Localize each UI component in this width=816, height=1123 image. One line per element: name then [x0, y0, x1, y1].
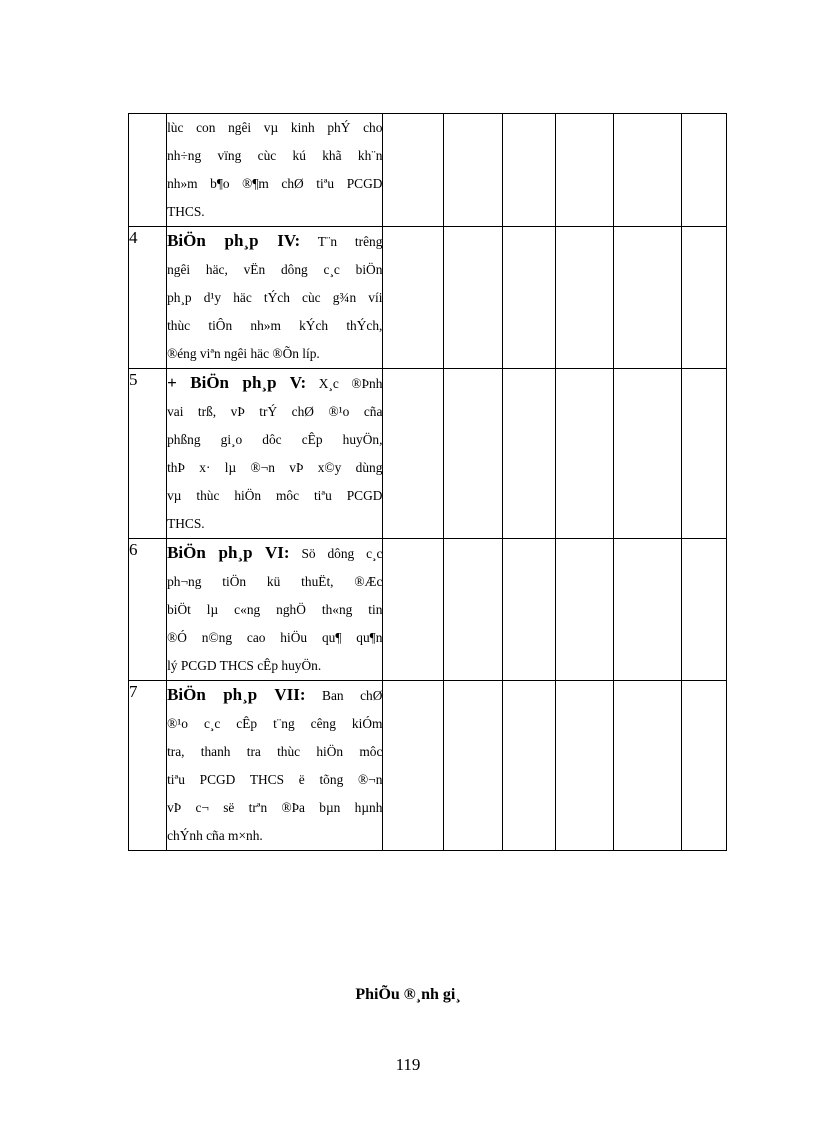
description-line	[167, 738, 382, 766]
rating-cell	[555, 369, 613, 539]
line-text: X¸c ®Þnh	[306, 376, 383, 391]
row-number: 4	[129, 227, 167, 369]
solution-heading: BiÖn ph¸p IV:	[167, 231, 301, 250]
description-line	[167, 369, 382, 398]
rating-cell	[383, 369, 443, 539]
line-text: vµ thùc hiÖn môc tiªu PCGD	[167, 488, 383, 503]
line-text: tra, thanh tra thùc hiÖn môc	[167, 744, 383, 759]
solution-description	[167, 681, 383, 851]
description-line	[167, 426, 382, 454]
page-number: 119	[395, 1055, 421, 1074]
rating-cell	[383, 681, 443, 851]
table-row	[129, 681, 727, 851]
description-line	[167, 482, 382, 510]
line-text: nh÷ng vïng cùc kú khã kh¨n	[167, 148, 383, 163]
line-text: ph¸p d¹y häc tÝch cùc g¾n víi	[167, 290, 383, 305]
evaluation-form-title: PhiÕu ®¸nh gi¸	[355, 986, 461, 1003]
description-line	[167, 596, 382, 624]
rating-cell	[443, 681, 502, 851]
table-row	[129, 539, 727, 681]
rating-cell	[443, 227, 502, 369]
line-text: nh»m b¶o ®¶m chØ tiªu PCGD	[167, 176, 383, 191]
table-row	[129, 114, 727, 227]
description-line	[167, 256, 382, 284]
line-text: lùc con ngêi vµ kinh phÝ cho	[167, 120, 383, 135]
rating-cell	[383, 539, 443, 681]
rating-cell	[502, 227, 555, 369]
description-line	[167, 794, 382, 822]
rating-cell	[681, 227, 726, 369]
rating-cell	[555, 539, 613, 681]
solutions-table	[128, 113, 727, 851]
description-line	[167, 624, 382, 652]
description-line	[167, 170, 382, 198]
row-number: 5	[129, 369, 167, 539]
line-text: T¨n trêng	[300, 234, 383, 249]
line-text: chÝnh cña m×nh.	[167, 828, 263, 843]
rating-cell	[502, 681, 555, 851]
rating-cell	[443, 114, 502, 227]
solution-heading: + BiÖn ph¸p V:	[167, 373, 307, 392]
line-text: ph¬ng tiÖn kü thuËt, ®Æc	[167, 574, 383, 589]
line-text: biÖt lµ c«ng nghÖ th«ng tin	[167, 602, 383, 617]
solution-description	[167, 114, 383, 227]
description-line	[167, 681, 382, 710]
rating-cell	[681, 369, 726, 539]
rating-cell	[613, 539, 681, 681]
rating-cell	[502, 369, 555, 539]
line-text: Ban chØ	[305, 688, 383, 703]
rating-cell	[681, 681, 726, 851]
rating-cell	[613, 114, 681, 227]
solution-heading: BiÖn ph¸p VII:	[167, 685, 306, 704]
line-text: lý PCGD THCS cÊp huyÖn.	[167, 658, 322, 673]
rating-cell	[555, 114, 613, 227]
rating-cell	[502, 114, 555, 227]
rating-cell	[555, 227, 613, 369]
description-line	[167, 568, 382, 596]
rating-cell	[613, 369, 681, 539]
solution-heading: BiÖn ph¸p VI:	[167, 543, 290, 562]
description-line	[167, 227, 382, 256]
description-line	[167, 710, 382, 738]
rating-cell	[502, 539, 555, 681]
line-text: ®¹o c¸c cÊp t¨ng cêng kiÓm	[167, 716, 383, 731]
description-line	[167, 510, 382, 538]
line-text: thùc tiÔn nh»m kÝch thÝch,	[167, 318, 383, 333]
description-line	[167, 822, 382, 850]
rating-cell	[613, 681, 681, 851]
rating-cell	[383, 114, 443, 227]
description-line	[167, 198, 382, 226]
description-line	[167, 539, 382, 568]
rating-cell	[383, 227, 443, 369]
rating-cell	[681, 539, 726, 681]
table-body	[129, 114, 727, 851]
solution-description	[167, 369, 383, 539]
description-line	[167, 284, 382, 312]
line-text: THCS.	[167, 204, 205, 219]
line-text: ®éng viªn ngêi häc ®Õn líp.	[167, 346, 320, 361]
row-number: 6	[129, 539, 167, 681]
line-text: vÞ c¬ së trªn ®Þa bµn hµnh	[167, 800, 383, 815]
rating-cell	[555, 681, 613, 851]
solution-description	[167, 539, 383, 681]
row-number	[129, 114, 167, 227]
description-line	[167, 340, 382, 368]
description-line	[167, 312, 382, 340]
description-line	[167, 766, 382, 794]
line-text: THCS.	[167, 516, 205, 531]
rating-cell	[443, 369, 502, 539]
line-text: ®Ó n©ng cao hiÖu qu¶ qu¶n	[167, 630, 383, 645]
description-line	[167, 142, 382, 170]
description-line	[167, 398, 382, 426]
line-text: Sö dông c¸c	[289, 546, 383, 561]
description-line	[167, 454, 382, 482]
rating-cell	[681, 114, 726, 227]
solution-description	[167, 227, 383, 369]
rating-cell	[613, 227, 681, 369]
description-line	[167, 114, 382, 142]
line-text: vai trß, vÞ trÝ chØ ®¹o cña	[167, 404, 383, 419]
line-text: thÞ x· lµ ®¬n vÞ x©y dùng	[167, 460, 383, 475]
rating-cell	[443, 539, 502, 681]
line-text: phßng gi¸o dôc cÊp huyÖn,	[167, 432, 383, 447]
description-line	[167, 652, 382, 680]
line-text: ngêi häc, vËn dông c¸c biÖn	[167, 262, 383, 277]
table-row	[129, 227, 727, 369]
row-number: 7	[129, 681, 167, 851]
line-text: tiªu PCGD THCS ë tõng ®¬n	[167, 772, 383, 787]
table-row	[129, 369, 727, 539]
